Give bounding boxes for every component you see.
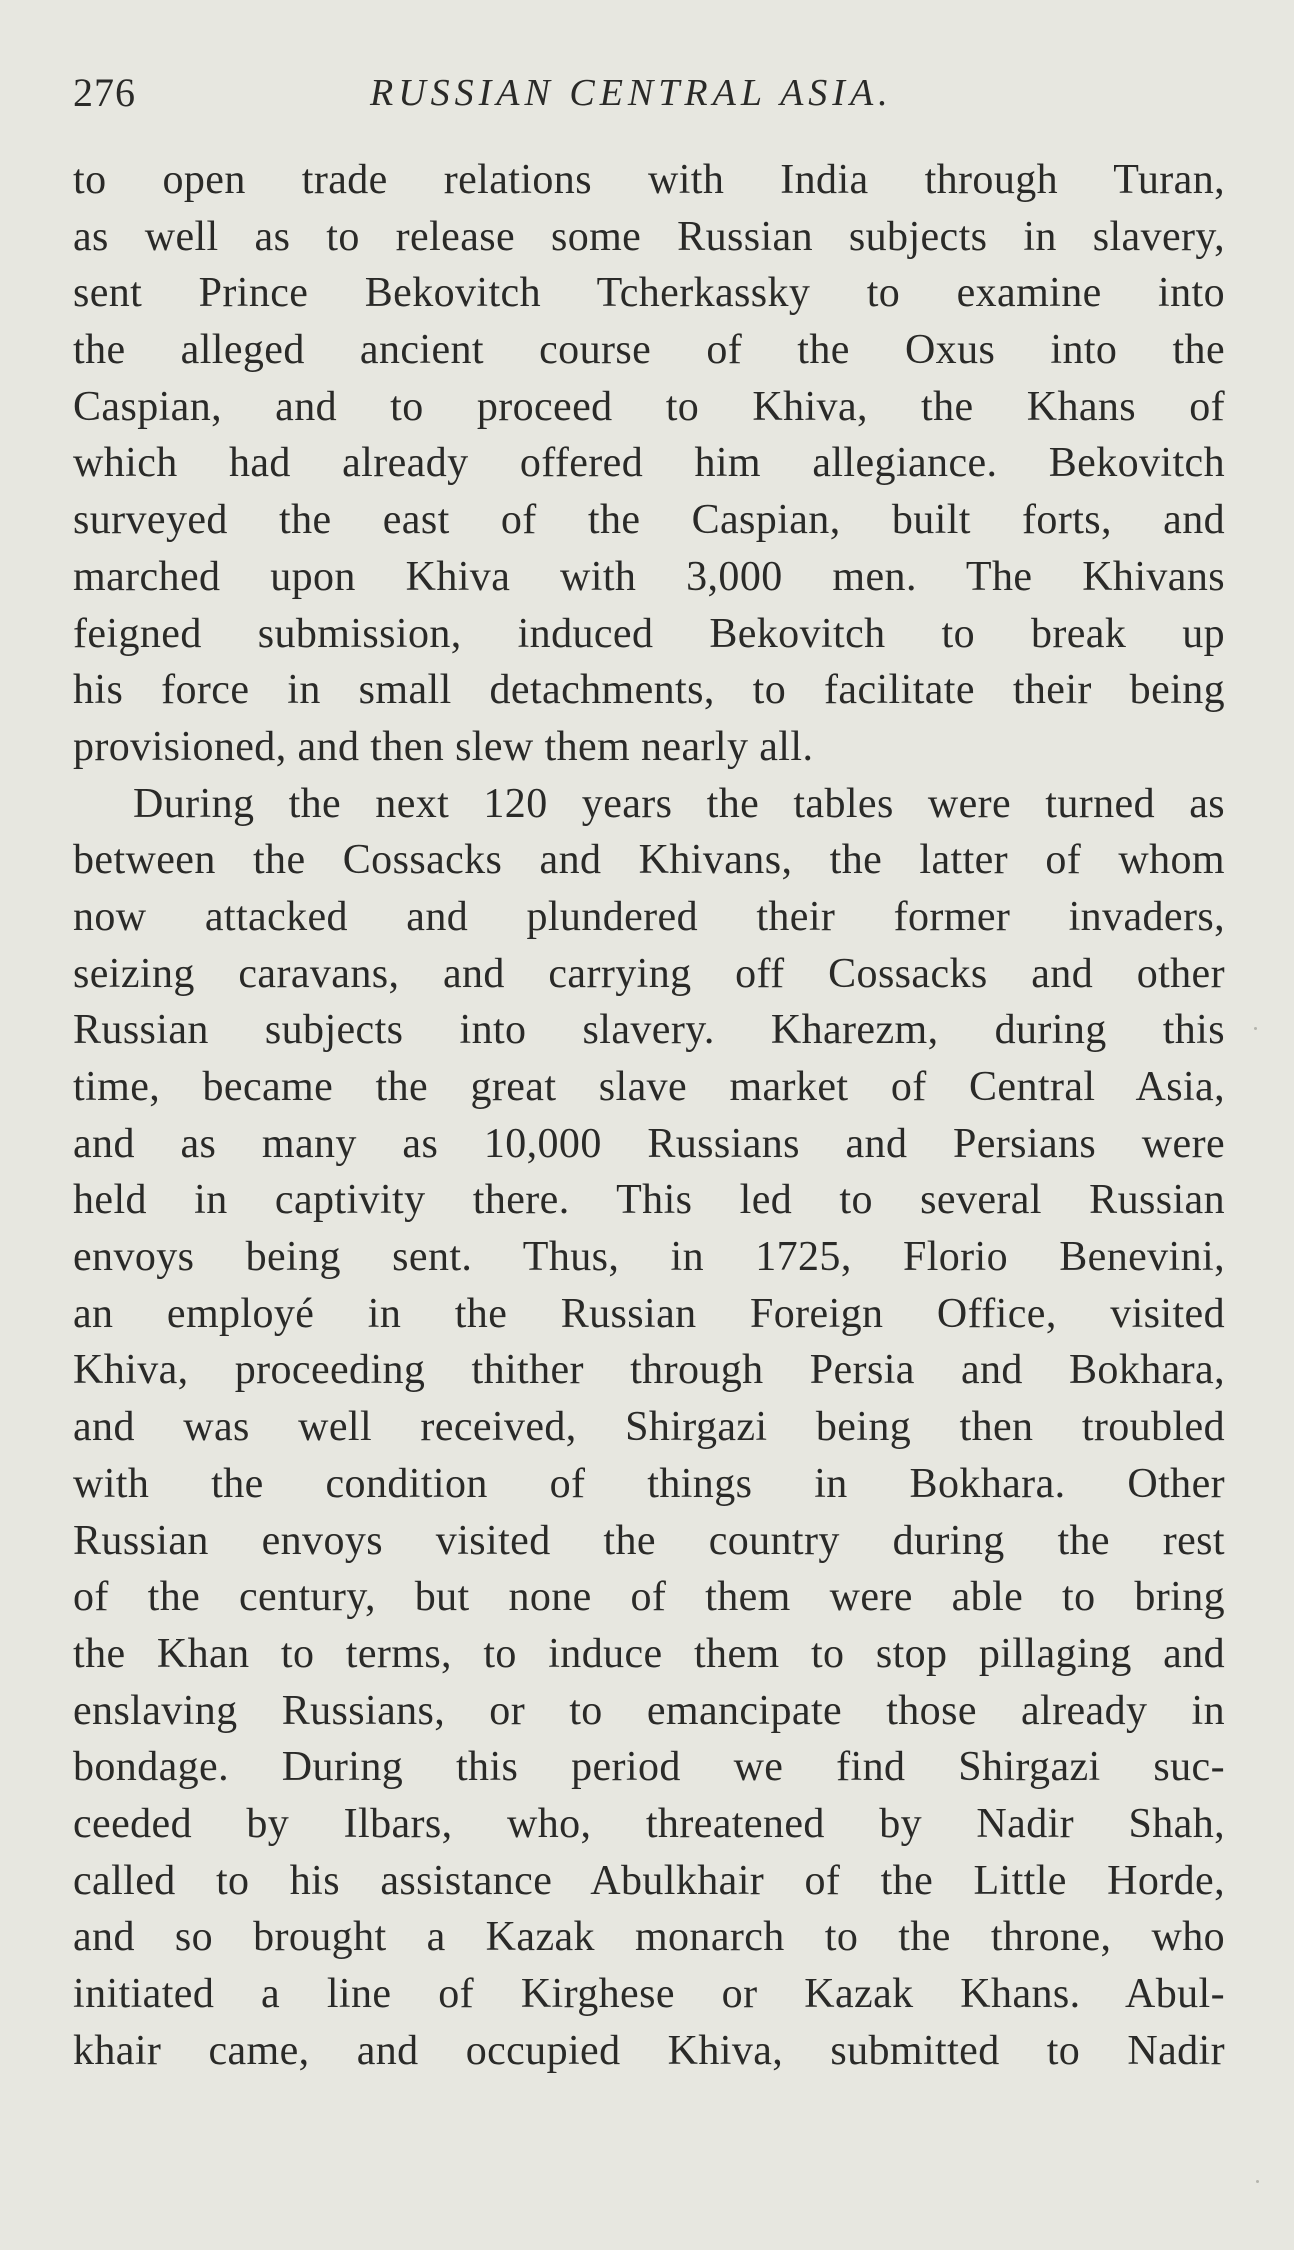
text-line: with the condition of things in Bokhara. Other [73,1460,1225,1507]
paper-speck [1256,2180,1259,2183]
page-number: 276 [73,70,136,115]
running-title: RUSSIAN CENTRAL ASIA. [370,72,893,114]
text-line: enslaving Russians, or to emancipate those already in [73,1687,1225,1734]
paper-speck [1254,1027,1257,1030]
text-line: as well as to release some Russian subjects in slavery, [73,213,1225,260]
text-line: Russian subjects into slavery. Kharezm, during this [73,1007,1225,1054]
text-line: and was well received, Shirgazi being then troubled [73,1404,1225,1451]
text-line: which had already offered him allegiance. Bekovitch [73,440,1225,487]
text-line: his force in small detachments, to facilitate their being [73,667,1225,714]
text-line: the Khan to terms, to induce them to stop pillaging and [73,1630,1225,1677]
text-line: ceeded by Ilbars, who, threatened by Nadir Shah, [73,1800,1225,1847]
text-line: envoys being sent. Thus, in 1725, Florio Benevini, [73,1234,1225,1281]
text-line: khair came, and occupied Khiva, submitted to Nadir [73,2027,1225,2074]
text-line: held in captivity there. This led to several Russian [73,1177,1225,1224]
text-line: marched upon Khiva with 3,000 men. The Khivans [73,553,1225,600]
text-line: sent Prince Bekovitch Tcherkassky to examine into [73,270,1225,317]
text-line: between the Cossacks and Khivans, the latter of whom [73,837,1225,884]
body-text [73,152,1225,2079]
text-line: Khiva, proceeding thither through Persia and Bokhara, [73,1347,1225,1394]
text-line: and so brought a Kazak monarch to the throne, who [73,1914,1225,1961]
text-line: of the century, but none of them were able to bring [73,1574,1225,1621]
text-line: and as many as 10,000 Russians and Persians were [73,1120,1225,1167]
text-line: feigned submission, induced Bekovitch to break up [73,610,1225,657]
text-line: now attacked and plundered their former invaders, [73,893,1225,940]
text-line: During the next 120 years the tables were turned as [133,780,1225,827]
text-line: the alleged ancient course of the Oxus into the [73,327,1225,374]
text-line: Russian envoys visited the country during the rest [73,1517,1225,1564]
text-line: bondage. During this period we find Shirgazi suc- [73,1744,1225,1791]
text-line: time, became the great slave market of Central Asia, [73,1064,1225,1110]
text-line: to open trade relations with India through Turan, [73,157,1225,203]
text-line: an employé in the Russian Foreign Office, visited [73,1290,1225,1337]
text-line: called to his assistance Abulkhair of the Little Horde, [73,1857,1225,1904]
text-line: Caspian, and to proceed to Khiva, the Khans of [73,383,1225,430]
text-line: initiated a line of Kirghese or Kazak Khans. Abul- [73,1971,1225,2017]
text-line: seizing caravans, and carrying off Cossacks and other [73,950,1225,997]
text-line: surveyed the east of the Caspian, built forts, and [73,497,1225,544]
running-head [73,68,1223,118]
text-line: provisioned, and then slew them nearly all. [73,723,814,770]
